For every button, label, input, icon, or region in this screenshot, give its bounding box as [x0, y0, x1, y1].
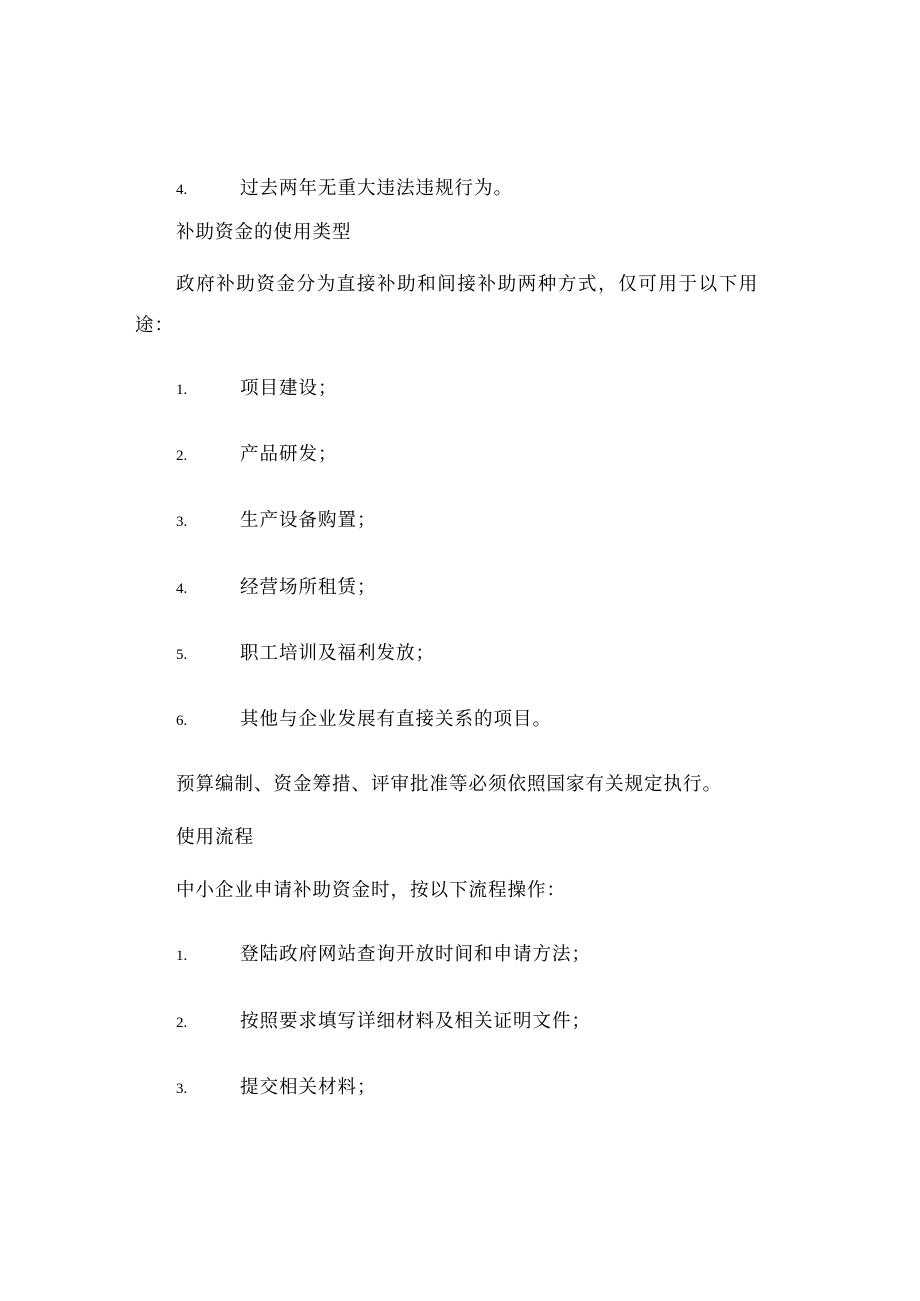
- budget-note-paragraph: 预算编制、资金筹措、评审批准等必须依照国家有关规定执行。: [176, 774, 723, 795]
- list-number: 6.: [176, 713, 188, 729]
- list-item-text: 按照要求填写详细材料及相关证明文件；: [240, 1011, 592, 1032]
- list-item-text: 过去两年无重大违法违规行为。: [240, 178, 514, 199]
- intro-paragraph-line-1: 政府补助资金分为直接补助和间接补助两种方式，仅可用于以下用: [176, 274, 759, 295]
- list-number: 2.: [176, 1015, 188, 1031]
- list-number: 1.: [176, 948, 188, 964]
- list-item-text: 登陆政府网站查询开放时间和申请方法；: [240, 944, 592, 965]
- list-number: 3.: [176, 1081, 188, 1097]
- list-number: 3.: [176, 514, 188, 530]
- list-number: 5.: [176, 647, 188, 663]
- list-number: 1.: [176, 382, 188, 398]
- list-item-text: 职工培训及福利发放；: [240, 643, 436, 664]
- list-item-text: 提交相关材料；: [240, 1077, 377, 1098]
- process-intro-paragraph: 中小企业申请补助资金时，按以下流程操作：: [176, 880, 567, 901]
- list-item-text: 其他与企业发展有直接关系的项目。: [240, 709, 553, 730]
- list-item-text: 产品研发；: [240, 444, 338, 465]
- section-heading-usage-types: 补助资金的使用类型: [176, 222, 352, 243]
- section-heading-process: 使用流程: [176, 827, 255, 848]
- list-item-text: 项目建设；: [240, 378, 338, 399]
- list-number: 4.: [176, 182, 188, 198]
- intro-paragraph-line-2: 途：: [135, 315, 175, 336]
- list-number: 2.: [176, 448, 188, 464]
- list-item-text: 生产设备购置；: [240, 510, 377, 531]
- list-item-text: 经营场所租赁；: [240, 577, 377, 598]
- list-number: 4.: [176, 581, 188, 597]
